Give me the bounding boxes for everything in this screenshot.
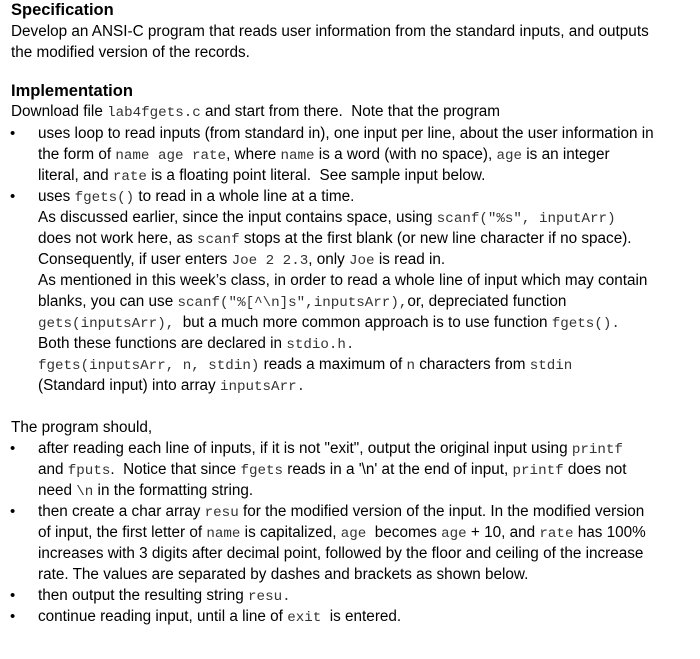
text: , only (308, 251, 350, 268)
text: to read in a whole line at a time. (134, 188, 355, 205)
code: gets(inputsArr), (38, 316, 175, 332)
bullet-text (38, 228, 632, 251)
code: rate (539, 526, 574, 542)
code: age (496, 148, 523, 164)
text: , where (226, 146, 281, 163)
bullet-icon: • (10, 188, 16, 205)
code: name (280, 148, 315, 164)
text: is a word (with no space), (314, 146, 497, 163)
text: need (38, 482, 77, 499)
code: inputsArr. (219, 379, 306, 395)
spec-line: Develop an ANSI-C program that reads user information from the standard inputs, and outputs (11, 23, 649, 40)
bullet-icon: • (10, 125, 16, 142)
text: blanks, you can use (38, 293, 178, 310)
bullet-text (38, 165, 485, 188)
code: fgets(inputsArr, n, stdin) (38, 358, 260, 374)
text: + 10, and (466, 524, 540, 541)
text: Download file (11, 103, 108, 120)
text: reads a maximum of (259, 356, 407, 373)
code-filename: lab4fgets.c (107, 105, 201, 121)
bullet-text (38, 459, 627, 482)
text: does not work here, as (38, 230, 198, 247)
text: is a floating point literal. See sample input below. (146, 167, 486, 184)
text: continue reading input, until a line of (38, 608, 288, 625)
bullet-icon: • (10, 608, 16, 625)
text: after reading each line of inputs, if it is not "exit", output the original input using (38, 440, 572, 457)
code: \n (76, 484, 94, 500)
code: age (340, 526, 367, 542)
code: printf (512, 463, 564, 479)
text: and start from there. Note that the program (200, 103, 501, 120)
bullet-text (38, 606, 401, 629)
text: then output the resulting string (38, 587, 249, 604)
text: characters from (414, 356, 530, 373)
text: Consequently, if user enters (38, 251, 232, 268)
text: is read in. (374, 251, 446, 268)
bullet-text (38, 375, 305, 398)
text: the form of (38, 146, 116, 163)
text: reads in a '\n' at the end of input, (283, 461, 513, 478)
bullet-text (38, 207, 616, 230)
text: then create a char array (38, 503, 205, 520)
text: (Standard input) into array (38, 377, 220, 394)
bullet-text (38, 291, 566, 314)
text: . Notice that since (110, 461, 241, 478)
code: scanf("%s", inputArr) (436, 211, 616, 227)
code: Joe 2 2.3 (231, 253, 309, 269)
bullet-text (38, 522, 646, 545)
code: printf (571, 442, 623, 458)
code: stdio.h. (286, 337, 355, 353)
text: literal, and (38, 167, 113, 184)
code: fputs (67, 463, 111, 479)
impl-intro (11, 101, 500, 124)
bullet-text (38, 312, 620, 335)
text: does not (563, 461, 627, 478)
text: has 100% (573, 524, 646, 541)
implementation-heading: Implementation (11, 82, 133, 100)
code: scanf("%[^\n]s",inputsArr), (177, 295, 408, 311)
code: resu. (248, 589, 291, 605)
spec-line: the modified version of the records. (11, 44, 250, 61)
text: Both these functions are declared in (38, 335, 287, 352)
text: or, depreciated function (407, 293, 567, 310)
text: is an integer (522, 146, 610, 163)
code: stdin (529, 358, 573, 374)
bullet-text: increases with 3 digits after decimal point, followed by the floor and ceiling of the increase (38, 545, 644, 562)
text: and (38, 461, 68, 478)
code: scanf (197, 232, 240, 248)
bullet-text: uses loop to read inputs (from standard in), one input per line, about the user information in (38, 125, 654, 142)
bullet-text (38, 249, 445, 272)
text: but a much more common approach is to use function (174, 314, 552, 331)
bullet-text (38, 585, 291, 608)
bullet-icon: • (10, 440, 16, 457)
text: in the formatting string. (93, 482, 254, 499)
bullet-text (38, 186, 354, 209)
text: for the modified version of the input. In the modified version (238, 503, 645, 520)
code: resu (204, 505, 239, 521)
bullet-text (38, 144, 610, 167)
specification-heading: Specification (11, 1, 114, 19)
bullet-text: As mentioned in this week’s class, in order to read a whole line of input which may contain (38, 272, 648, 289)
should-intro: The program should, (11, 419, 153, 436)
code: n (406, 358, 415, 374)
text: As discussed earlier, since the input contains space, using (38, 209, 437, 226)
bullet-icon: • (10, 587, 16, 604)
bullet-text: rate. The values are separated by dashes and brackets as shown below. (38, 566, 529, 583)
bullet-text (38, 501, 644, 524)
text: of input, the first letter of (38, 524, 207, 541)
code: fgets (240, 463, 284, 479)
bullet-text (38, 480, 253, 503)
code: fgets(). (551, 316, 620, 332)
text: stops at the first blank (or new line character if no space). (239, 230, 632, 247)
code: Joe (349, 253, 375, 269)
text: is entered. (321, 608, 402, 625)
text: uses (38, 188, 75, 205)
code: fgets() (74, 190, 135, 206)
code: name (206, 526, 241, 542)
bullet-text (38, 438, 623, 461)
bullet-text (38, 333, 354, 356)
code: age (441, 526, 467, 542)
code: rate (112, 169, 147, 185)
text: becomes (366, 524, 442, 541)
code: exit (287, 610, 322, 626)
code: name age rate (115, 148, 227, 164)
bullet-text (38, 354, 572, 377)
text: is capitalized, (240, 524, 341, 541)
bullet-icon: • (10, 503, 16, 520)
